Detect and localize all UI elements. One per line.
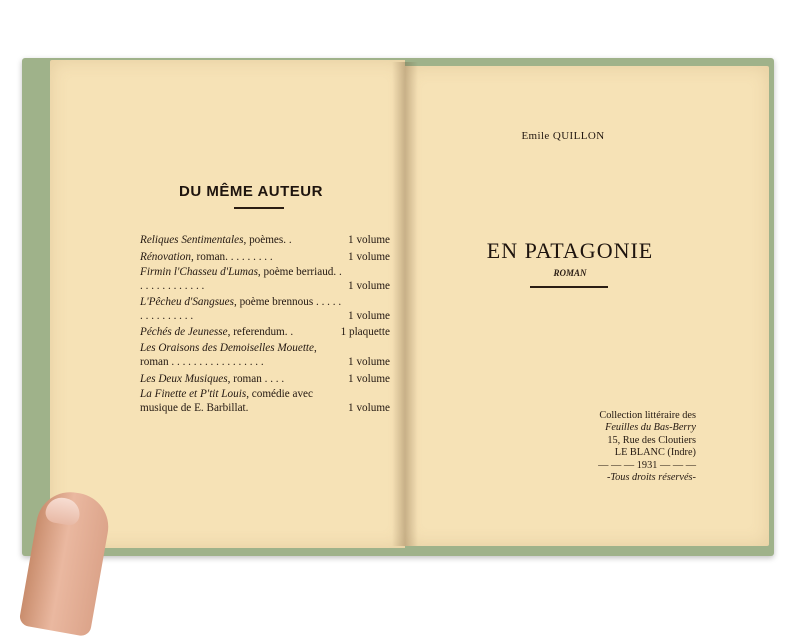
- work-descriptor: , roman . . . . . . . . . . . . . . . . .: [140, 341, 317, 368]
- imprint-line: Feuilles du Bas-Berry: [605, 422, 696, 434]
- work-title: Les Deux Musiques: [140, 372, 228, 385]
- work-descriptor: , roman . . . .: [227, 372, 285, 385]
- title-rule: [530, 286, 608, 288]
- list-item: [140, 232, 390, 247]
- imprint-line: — — — 1931 — — —: [598, 459, 696, 471]
- work-descriptor: , comédie avec musique de E. Barbillat.: [140, 388, 313, 415]
- list-item: [140, 371, 390, 386]
- imprint-line: Collection littéraire des: [599, 410, 696, 421]
- work-volume: 1 volume: [348, 250, 390, 263]
- work-title: Rénovation: [140, 250, 191, 263]
- list-item: [140, 249, 390, 264]
- imprint-line: 15, Rue des Cloutiers: [607, 434, 696, 446]
- book-gutter: [392, 62, 418, 546]
- work-volume: 1 volume: [348, 402, 390, 415]
- work-descriptor: , poème brennous . . . . . . . . . . . . . . .: [140, 295, 342, 322]
- book-title: EN PATAGONIE: [486, 238, 654, 263]
- work-title: La Finette et P'tit Louis: [140, 388, 247, 401]
- work-descriptor: , referendum. .: [227, 326, 294, 339]
- list-item: [140, 295, 390, 323]
- works-list: [140, 232, 390, 417]
- work-descriptor: , roman. . . . . . . . .: [190, 250, 273, 263]
- book-subtitle: ROMAN: [553, 268, 587, 278]
- work-title: Firmin l'Chasseu d'Lumas: [140, 266, 258, 279]
- work-volume: 1 volume: [348, 372, 390, 385]
- work-descriptor: , poème berriaud. . . . . . . . . . . . . .: [140, 266, 342, 293]
- work-title: Reliques Sentimentales: [140, 234, 244, 246]
- list-item: [140, 324, 390, 339]
- work-descriptor: , poèmes. .: [243, 234, 292, 246]
- imprint-line: -Tous droits réservés-: [606, 472, 696, 484]
- list-item: [140, 265, 390, 293]
- list-item: [140, 387, 390, 415]
- work-volume: 1 volume: [348, 355, 390, 368]
- work-volume: 1 volume: [348, 309, 390, 322]
- work-title: L'Pêcheu d'Sangsues: [140, 295, 234, 308]
- list-item: [140, 341, 390, 369]
- work-volume: 1 plaquette: [340, 326, 390, 339]
- work-volume: 1 volume: [348, 280, 390, 293]
- work-title: Les Oraisons des Demoiselles Mouette: [140, 341, 315, 354]
- author-name: Emile QUILLON: [521, 130, 605, 142]
- imprint-line: LE BLANC (Indre): [614, 447, 696, 459]
- work-title: Péchés de Jeunesse: [140, 326, 228, 339]
- work-volume: 1 volume: [348, 234, 390, 246]
- heading-rule: [234, 207, 284, 209]
- publisher-imprint: [548, 410, 696, 484]
- other-works-heading: DU MÊME AUTEUR: [179, 183, 323, 200]
